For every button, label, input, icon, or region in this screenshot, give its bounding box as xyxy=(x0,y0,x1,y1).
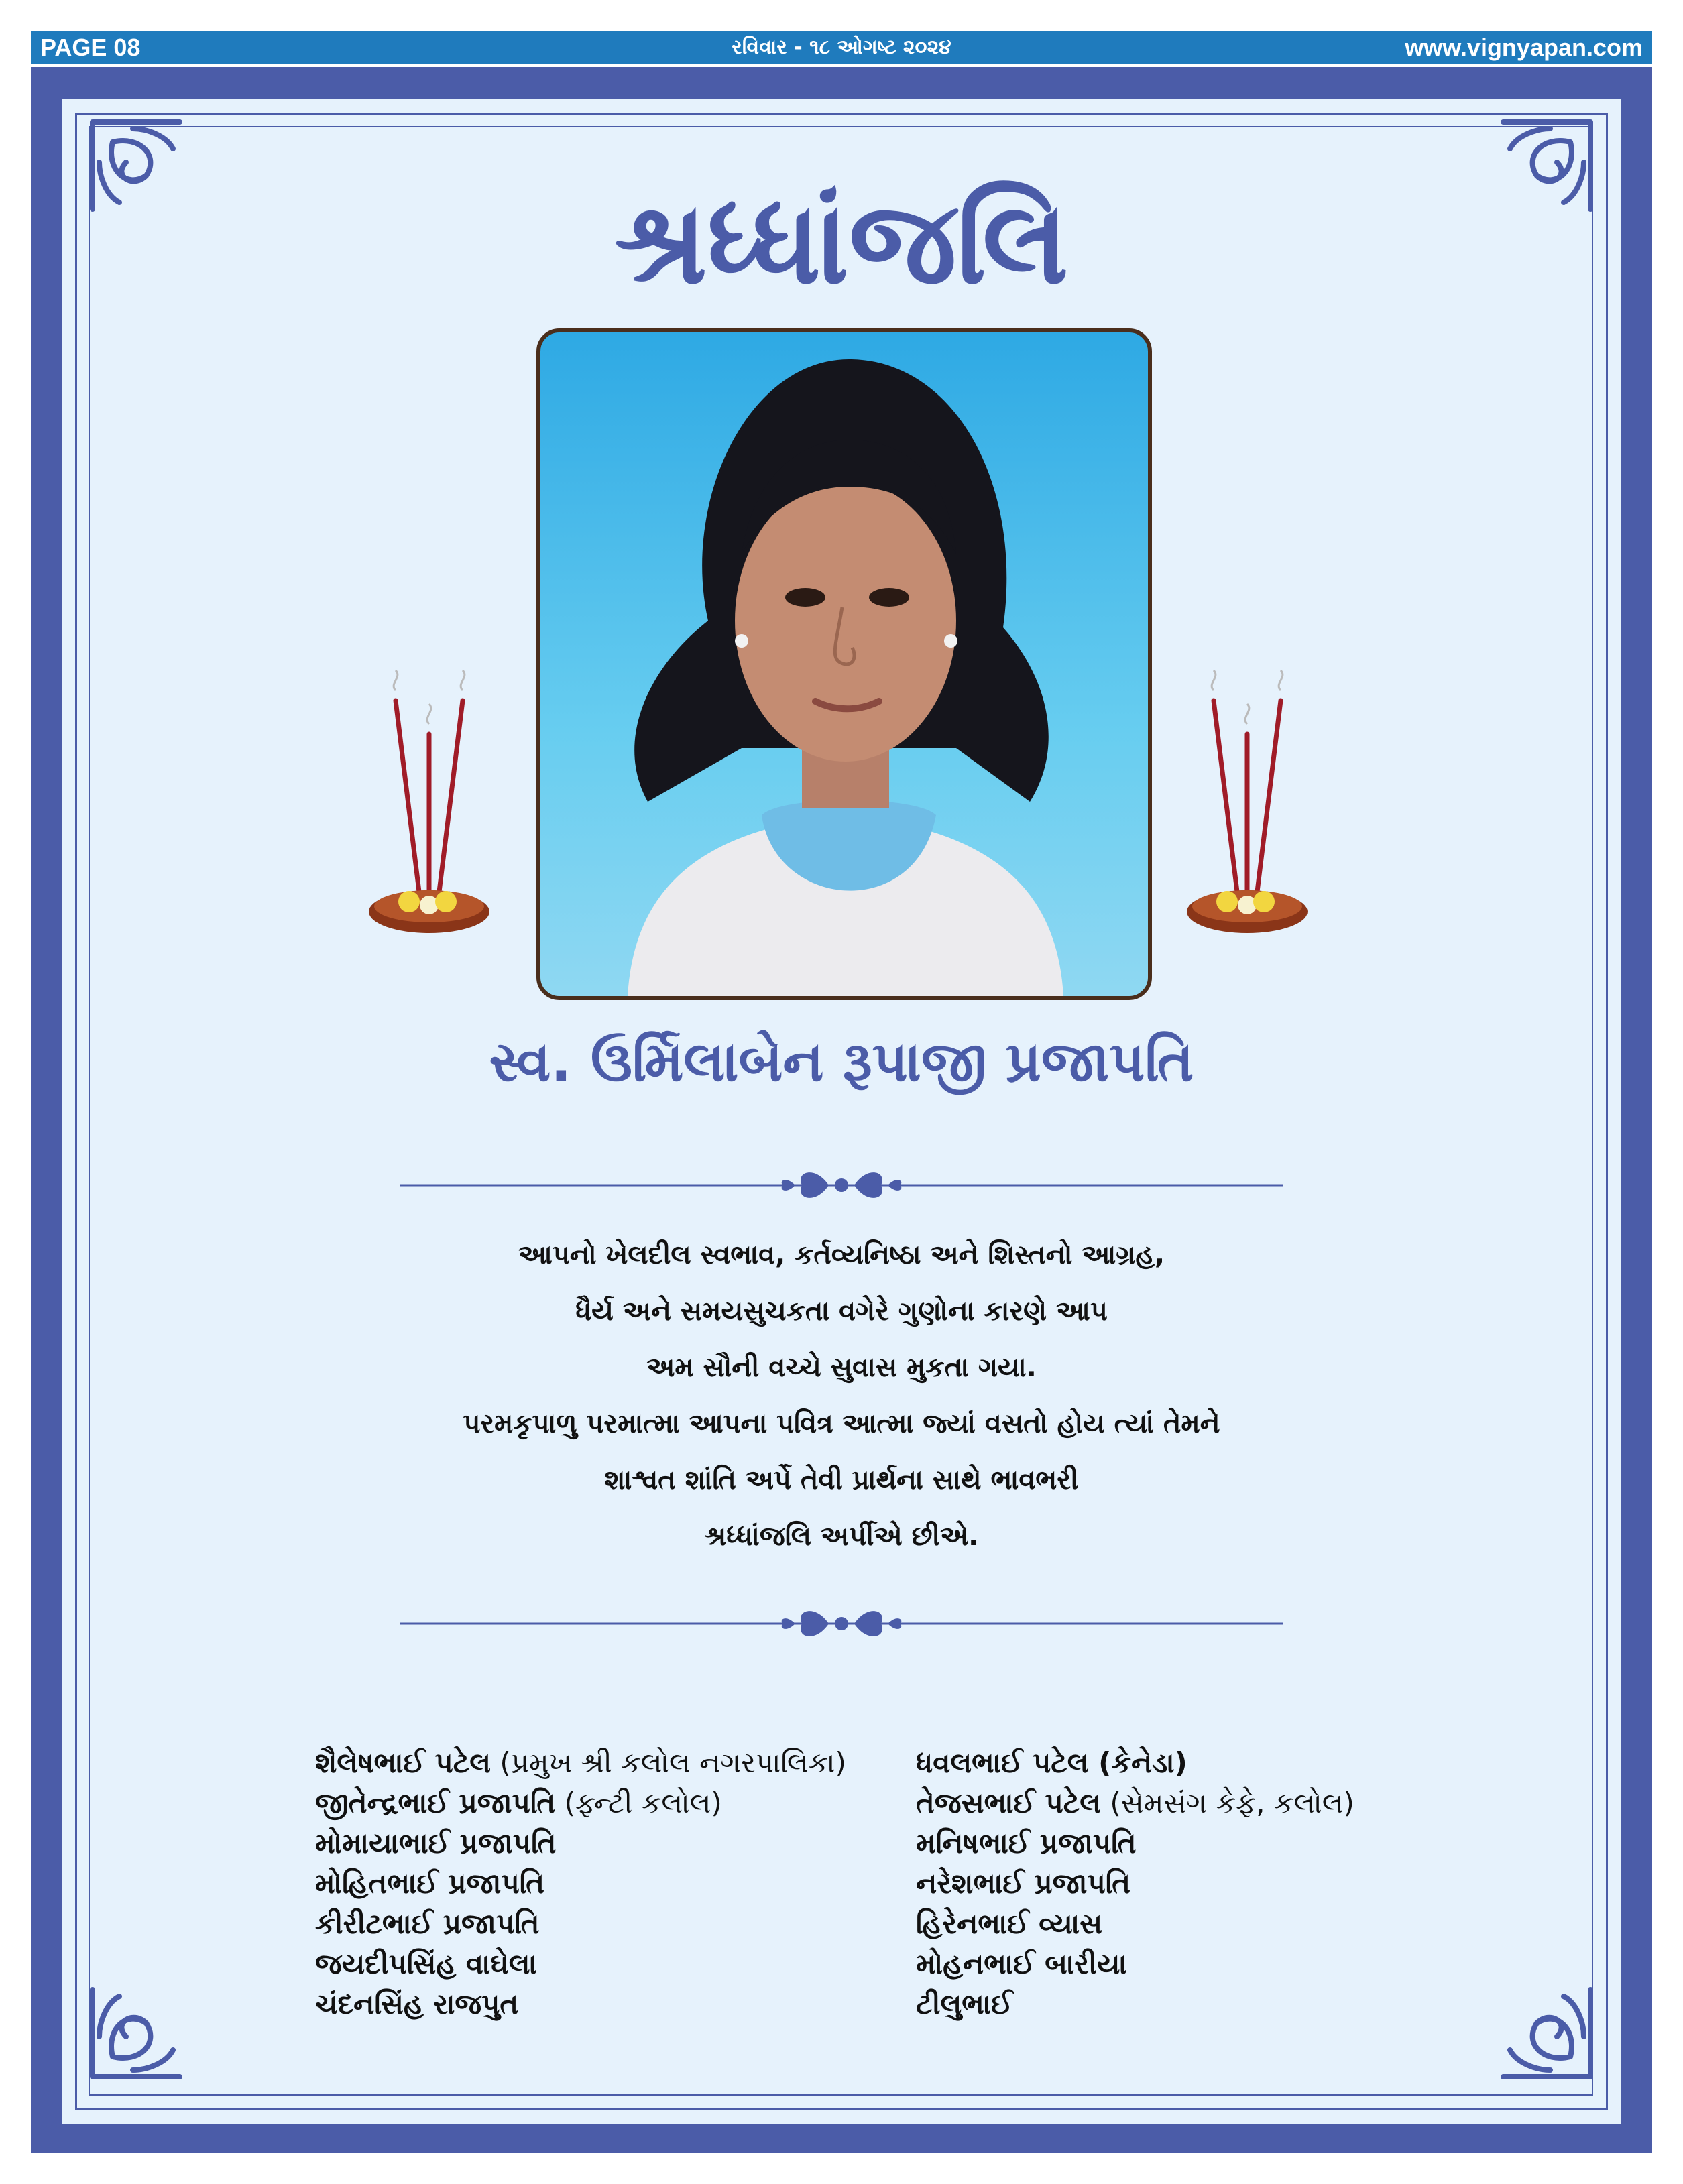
list-item: હિરેનભાઈ વ્યાસ xyxy=(916,1907,1103,1940)
list-item: શૈલેષભાઈ પટેલ (પ્રમુખ શ્રી કલોલ નગરપાલિકા) xyxy=(315,1746,846,1779)
corner-ornament-icon xyxy=(86,1983,186,2083)
message-line: શ્રધ્ધાંજલિ અર્પીએ છીએ. xyxy=(704,1521,979,1552)
message-line: અમ સૌની વચ્ચે સુવાસ મુકતા ગયા. xyxy=(646,1352,1037,1383)
message-line: આપનો ખેલદીલ સ્વભાવ, કર્તવ્યનિષ્ઠા અને શિસ્તનો આગ્રહ, xyxy=(518,1239,1165,1270)
page-header xyxy=(31,31,1652,64)
portrait-illustration xyxy=(540,332,1148,996)
mourners-list-right xyxy=(916,1743,1354,2024)
list-item: તેજસભાઈ પટેલ (સેમસંગ કેફે, કલોલ) xyxy=(916,1786,1354,1819)
list-item: ટીલુભાઈ xyxy=(916,1988,1013,2020)
list-item: ધવલભાઈ પટેલ (કેનેડા) xyxy=(916,1746,1187,1779)
list-item: ચંદનસિંહ રાજપુત xyxy=(315,1988,519,2020)
list-item: મનિષભાઈ પ્રજાપતિ xyxy=(916,1827,1137,1860)
message-line: શાશ્વત શાંતિ અર્પે તેવી પ્રાર્થના સાથે ભાવભરી xyxy=(604,1465,1079,1496)
list-item: નરેશભાઈ પ્રજાપતિ xyxy=(916,1867,1131,1900)
incense-stick-icon xyxy=(1180,670,1321,952)
list-item: જયદીપસિંહ વાઘેલા xyxy=(315,1947,537,1980)
message-line: ધૈર્ય અને સમયસુચકતા વગેરે ગુણોના કારણે આપ xyxy=(575,1296,1108,1327)
incense-stick-icon xyxy=(362,670,503,952)
list-item: મોહિતભાઈ પ્રજાપતિ xyxy=(315,1867,545,1900)
message-line: પરમકૃપાળુ પરમાત્મા આપના પવિત્ર આત્મા જ્યાં વસતો હોય ત્યાં તેમને xyxy=(463,1408,1220,1439)
portrait-photo xyxy=(536,328,1152,1000)
website-link[interactable]: www.vignyapan.com xyxy=(1405,34,1643,61)
mourners-list-left xyxy=(315,1743,846,2024)
list-item: મોમાયાભાઈ પ્રજાપતિ xyxy=(315,1827,557,1860)
ornament-divider xyxy=(400,1165,1283,1205)
deceased-name: સ્વ. ઉર્મિલાબેન રૂપાજી પ્રજાપતિ xyxy=(489,1030,1194,1094)
list-item: કીરીટભાઈ પ્રજાપતિ xyxy=(315,1907,540,1940)
list-item: જીતેન્દ્રભાઈ પ્રજાપતિ (ફ્ન્ટી કલોલ) xyxy=(315,1786,722,1819)
page-number: PAGE 08 xyxy=(40,34,141,61)
corner-ornament-icon xyxy=(1497,1983,1597,2083)
ornament-divider xyxy=(400,1603,1283,1644)
list-item: મોહનભાઈ બારીયા xyxy=(916,1947,1127,1980)
issue-date: રવિવાર - ૧૮ ઓગષ્ટ ૨૦૨૪ xyxy=(732,36,951,59)
page-title: શ્રધ્ધાંજલિ xyxy=(614,176,1069,310)
tribute-message xyxy=(201,1227,1482,1565)
